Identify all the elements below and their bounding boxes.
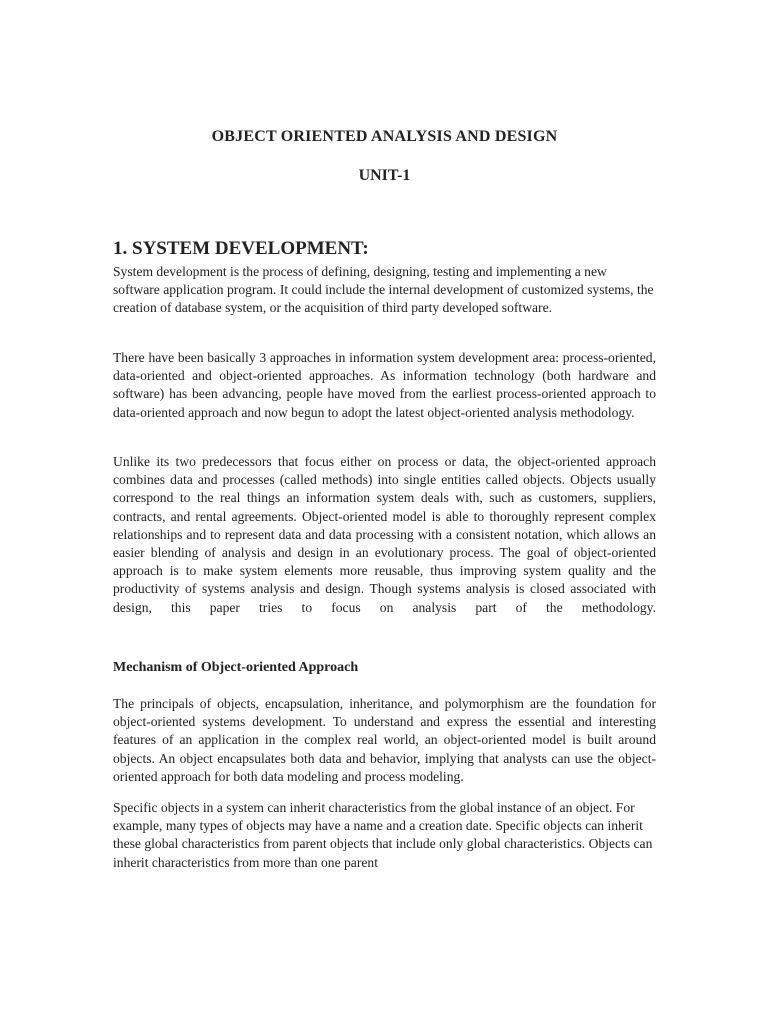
paragraph-system-development-definition: System development is the process of defining, designing, testing and implementing a new software application program. It could include the internal development of customized systems, the creation of database system, or the acquisition of third party developed software.	[113, 264, 654, 316]
paragraph-inheritance: Specific objects in a system can inherit characteristics from the global instance of an object. For example, many types of objects may have a name and a creation date. Specific objects can inherit these global characteristics from parent objects that include only global characteristics. Objects can inherit characteristics from more than one parent	[113, 800, 653, 870]
paragraph-object-oriented-approach: Unlike its two predecessors that focus either on process or data, the object-oriented approach combines data and processes (called methods) into single entities called objects. Objects usually correspond to the real things an information system deals with, such as customers, suppliers, contracts, and rental agreements. Object-oriented model is able to thoroughly represent complex relationships and to represent data and data processing with a consistent notation, which allows an easier blending of analysis and design in an evolutionary process. The goal of object-oriented approach is to make system elements more reusable, thus improving system quality and the productivity of systems analysis and design. Though systems analysis is closed associated with design, this paper tries to focus on analysis part of the methodology.	[113, 454, 656, 615]
section-heading-system-development: 1. SYSTEM DEVELOPMENT:	[113, 238, 369, 259]
subheading-mechanism: Mechanism of Object-oriented Approach	[113, 660, 359, 675]
paragraph-development-approaches: There have been basically 3 approaches in information system development area: process-oriented, data-oriented and object-oriented approaches. As information technology (both hardware and software) has been advancing, people have moved from the earliest process-oriented approach to data-oriented approach and now begun to adopt the latest object-oriented analysis methodology.	[113, 350, 656, 420]
document-title: OBJECT ORIENTED ANALYSIS AND DESIGN	[211, 128, 558, 145]
unit-title: UNIT-1	[358, 167, 411, 184]
paragraph-principles: The principals of objects, encapsulation, inheritance, and polymorphism are the foundation for object-oriented systems development. To understand and express the essential and interesting features of an application in the complex real world, an object-oriented model is built around objects. An object encapsulates both data and behavior, implying that analysts can use the object-oriented approach for both data modeling and process modeling.	[113, 696, 656, 784]
